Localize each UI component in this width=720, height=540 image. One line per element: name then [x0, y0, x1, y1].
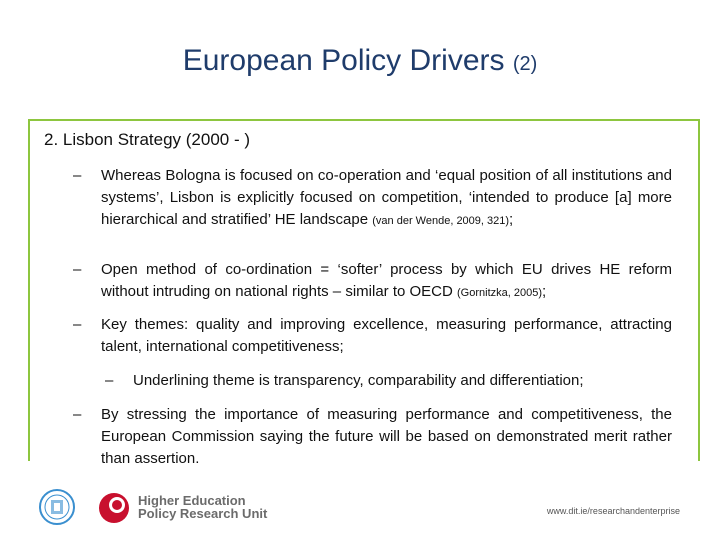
bullet-text: Key themes: quality and improving excellence, measuring performance, attracting talent, international competitiveness;	[101, 316, 672, 355]
bullet-citation: (Gornitzka, 2005)	[457, 287, 542, 299]
title-suffix: (2)	[512, 53, 538, 75]
bullet-dash: –	[73, 167, 82, 184]
bullet-text: Open method of co-ordination = ‘softer’ process by which EU drives HE reform without intruding on national rights – similar to OECD	[101, 261, 672, 300]
bullet-text: By stressing the importance of measuring performance and competitiveness, the European Commission saying the future will be based on demonstrated merit rather than assertion.	[101, 406, 672, 467]
bullet-tail: ;	[509, 211, 514, 228]
bullet-text: Whereas Bologna is focused on co-operation and ‘equal position of all institutions and systems’, Lisbon is explicitly focused on competition, ‘intended to produce [a] more hierarchical and stratified’ HE landscape	[101, 167, 672, 228]
sub-bullet-item	[105, 370, 673, 392]
her-unit-name	[138, 494, 267, 520]
bullet-dash: –	[73, 261, 82, 278]
bullet-item	[73, 259, 672, 304]
bullet-dash: –	[73, 316, 82, 333]
her-unit-logo	[98, 492, 130, 524]
footer-url[interactable]: www.dit.ie/researchandenterprise	[546, 506, 680, 516]
dit-crest-logo	[38, 488, 76, 526]
bullet-text: Underlining theme is transparency, comparability and differentiation;	[133, 372, 584, 389]
slide-title	[0, 44, 720, 78]
bullet-item	[73, 165, 672, 232]
bullet-item	[73, 314, 672, 358]
bullet-citation: (van der Wende, 2009, 321)	[372, 215, 510, 227]
bullet-tail: ;	[542, 283, 547, 300]
section-heading: 2. Lisbon Strategy (2000 - )	[44, 130, 251, 149]
bullet-dash: –	[73, 406, 82, 423]
bullet-dash: –	[105, 372, 114, 389]
bullet-item	[73, 404, 672, 470]
title-main: European Policy Drivers	[182, 44, 505, 77]
her-line-1: Higher Education	[138, 493, 246, 508]
her-line-2: Policy Research Unit	[138, 506, 268, 521]
